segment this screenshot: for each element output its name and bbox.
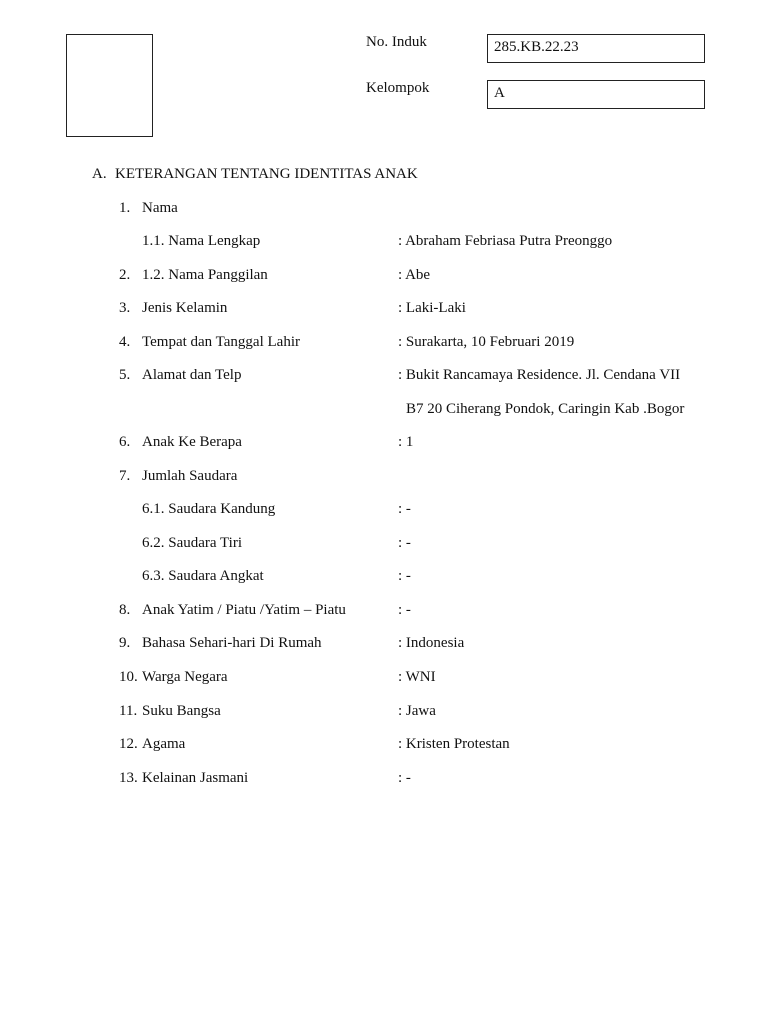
identity-row [0, 334, 768, 354]
identity-row [0, 267, 768, 287]
photo-placeholder-box [66, 34, 153, 137]
identity-row [0, 736, 768, 756]
row-value-continuation: B7 20 Ciherang Pondok, Caringin Kab .Bogor [406, 401, 685, 417]
row-number: 10. [119, 669, 138, 685]
identity-row [0, 635, 768, 655]
row-label: Suku Bangsa [142, 703, 221, 719]
identity-row [0, 568, 768, 588]
row-number: 4. [119, 334, 131, 350]
row-number: 12. [119, 736, 138, 752]
row-label: 1.2. Nama Panggilan [142, 267, 268, 283]
row-number: 11. [119, 703, 138, 719]
row-label: Jumlah Saudara [142, 468, 238, 484]
row-number: 5. [119, 367, 131, 383]
row-value: : Abraham Febriasa Putra Preonggo [398, 233, 613, 249]
section-title-text: KETERANGAN TENTANG IDENTITAS ANAK [115, 166, 418, 182]
identity-row [0, 233, 768, 253]
no-induk-field [487, 34, 705, 63]
identity-row [0, 468, 768, 488]
row-number: 9. [119, 635, 131, 651]
row-number: 13. [119, 770, 138, 786]
identity-row [0, 703, 768, 723]
row-label: Bahasa Sehari-hari Di Rumah [142, 635, 322, 651]
row-number: 2. [119, 267, 131, 283]
row-value: : Laki-Laki [398, 300, 466, 316]
row-label: Tempat dan Tanggal Lahir [142, 334, 300, 350]
identity-row [0, 602, 768, 622]
row-label: Kelainan Jasmani [142, 770, 249, 786]
row-label: Alamat dan Telp [142, 367, 242, 383]
row-number: 6. [119, 434, 131, 450]
row-value: : Kristen Protestan [398, 736, 510, 752]
identity-row [0, 770, 768, 790]
row-label: Agama [142, 736, 186, 752]
row-label: 6.1. Saudara Kandung [142, 501, 276, 517]
row-label: 6.3. Saudara Angkat [142, 568, 264, 584]
row-label: Anak Ke Berapa [142, 434, 242, 450]
row-label: Anak Yatim / Piatu /Yatim – Piatu [142, 602, 346, 618]
row-value: : Jawa [398, 703, 436, 719]
identity-row [0, 434, 768, 454]
row-value: : - [398, 770, 411, 786]
row-label: Jenis Kelamin [142, 300, 228, 316]
row-number: 3. [119, 300, 131, 316]
row-number: 1. [119, 200, 131, 216]
row-label: Nama [142, 200, 178, 216]
row-value: : Indonesia [398, 635, 465, 651]
row-number: 8. [119, 602, 131, 618]
identity-row [0, 669, 768, 689]
section-heading [92, 166, 418, 183]
identity-row [0, 300, 768, 320]
row-number: 7. [119, 468, 131, 484]
section-letter: A. [92, 166, 107, 182]
row-label: 6.2. Saudara Tiri [142, 535, 243, 551]
no-induk-label: No. Induk [366, 34, 427, 50]
row-value: : - [398, 602, 411, 618]
row-value: : Bukit Rancamaya Residence. Jl. Cendana VII [398, 367, 681, 383]
no-induk-value: 285.KB.22.23 [494, 39, 579, 55]
row-label: 1.1. Nama Lengkap [142, 233, 261, 249]
row-value: : Abe [398, 267, 431, 283]
row-value: : 1 [398, 434, 414, 450]
row-label: Warga Negara [142, 669, 228, 685]
identity-row [0, 367, 768, 387]
row-value: : - [398, 501, 411, 517]
identity-row [0, 200, 768, 220]
row-value: : - [398, 535, 411, 551]
kelompok-field [487, 80, 705, 109]
identity-row [0, 501, 768, 521]
identity-row [0, 535, 768, 555]
kelompok-label: Kelompok [366, 80, 430, 96]
row-value: : Surakarta, 10 Februari 2019 [398, 334, 575, 350]
row-value: : WNI [398, 669, 436, 685]
kelompok-value: A [494, 85, 505, 101]
row-value: : - [398, 568, 411, 584]
identity-row-continuation [0, 401, 768, 421]
